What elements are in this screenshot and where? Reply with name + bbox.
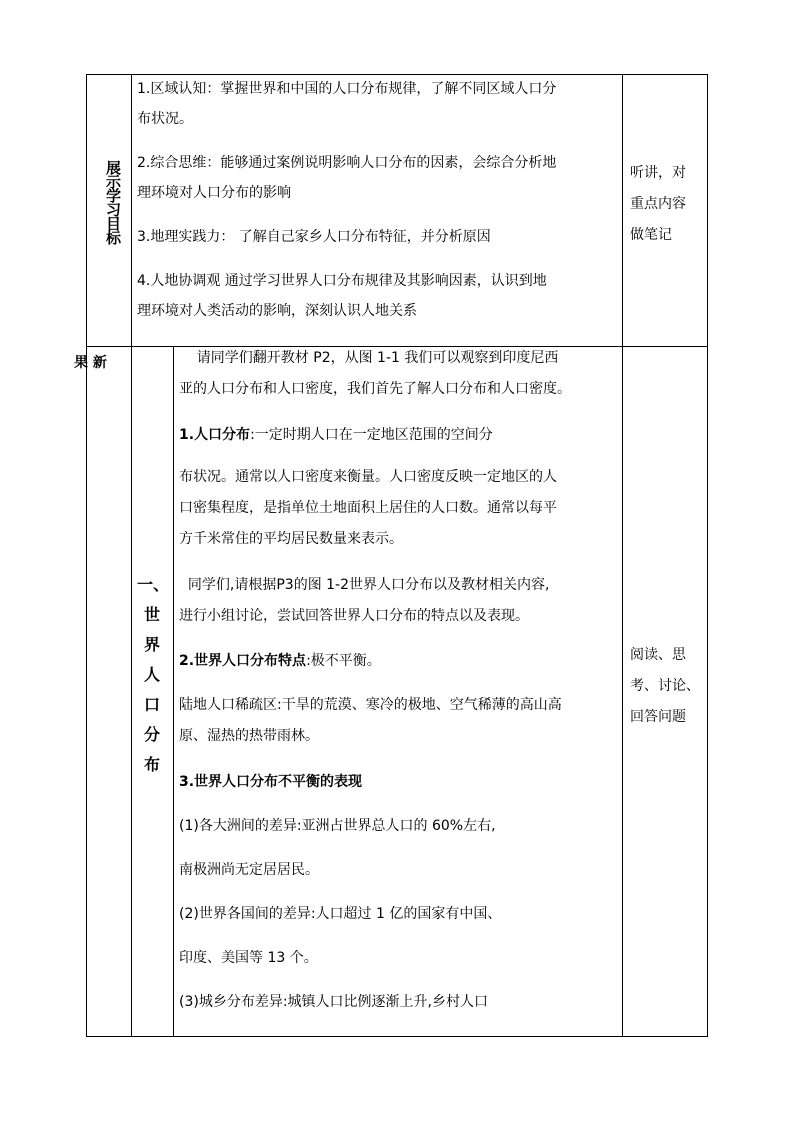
content-line <box>179 601 529 631</box>
content-text: :极不平衡。 <box>306 653 381 669</box>
sub-label-char: 分 <box>143 725 160 744</box>
activity-line: 回答问题 <box>630 709 686 725</box>
content-line <box>179 420 493 450</box>
goal-line: 3.地理实践力： 了解自己家乡人口分布特征，并分析原因 <box>137 229 491 245</box>
activity-line: 考、讨论、 <box>630 678 700 694</box>
content-line <box>179 721 319 751</box>
content-text: (3)城乡分布差异:城镇人口比例逐渐上升,乡村人口 <box>179 994 488 1010</box>
goal-line: 1.区域认知：掌握世界和中国的人口分布规律，了解不同区域人口分 <box>137 81 557 97</box>
goal-line: 理环境对人口分布的影响 <box>137 185 291 201</box>
content-text: 印度、美国等 13 个。 <box>179 950 318 966</box>
content-line <box>179 690 562 720</box>
content-line <box>179 570 549 600</box>
content-text: 口密集程度，是指单位土地面积上居住的人口数。通常以每平 <box>179 500 557 516</box>
sub-label-char: 人 <box>143 665 160 684</box>
content-line <box>179 646 381 676</box>
content-text: 方千米常住的平均居民数量来表示。 <box>179 531 403 547</box>
content-text: 亚的人口分布和人口密度，我们首先了解人口分布和人口密度。 <box>179 381 571 397</box>
goal-line: 2.综合思维：能够通过案例说明影响人口分布的因素，会综合分析地 <box>137 155 557 171</box>
activity-line: 做笔记 <box>630 227 672 243</box>
table-border-bottom <box>86 1036 708 1037</box>
content-heading: 2.世界人口分布特点 <box>179 653 307 669</box>
content-line <box>179 343 558 373</box>
content-line <box>179 524 403 554</box>
content-line <box>179 855 319 885</box>
sub-label-char: 一、 <box>137 575 170 594</box>
goal-line: 理环境对人类活动的影响，深刻认识人地关系 <box>137 303 417 319</box>
section-label-new-lesson: 果 新 <box>74 355 107 371</box>
table-col-divider-3 <box>622 74 623 1037</box>
table-border-left <box>86 74 87 1037</box>
sub-section-label-world-population <box>137 570 170 780</box>
goal-line: 布状况。 <box>137 111 193 127</box>
content-text: (1)各大洲间的差异:亚洲占世界总人口的 60%左右, <box>179 818 496 834</box>
content-line <box>179 811 496 841</box>
activity-line: 阅读、思 <box>630 647 686 663</box>
table-col-divider-1 <box>131 74 132 1037</box>
sub-label-char: 世 <box>143 605 160 624</box>
activity-line: 重点内容 <box>630 196 686 212</box>
content-line <box>179 899 501 929</box>
content-text: 同学们,请根据P3的图 1-2世界人口分布以及教材相关内容, <box>179 577 550 593</box>
content-text: :一定时期人口在一定地区范围的空间分 <box>250 427 493 443</box>
content-line <box>179 987 488 1017</box>
content-text: (2)世界各国间的差异:人口超过 1 亿的国家有中国、 <box>179 906 502 922</box>
content-line <box>179 943 318 973</box>
content-text: 布状况。通常以人口密度来衡量。人口密度反映一定地区的人 <box>179 469 557 485</box>
section-label-learning-goals: 展示学习目标 <box>104 160 122 244</box>
content-text: 原、湿热的热带雨林。 <box>179 728 319 744</box>
table-border-right <box>707 74 708 1037</box>
content-line <box>179 462 557 492</box>
content-text: 南极洲尚无定居居民。 <box>179 862 319 878</box>
content-line <box>179 767 362 797</box>
table-col-divider-2 <box>173 346 174 1037</box>
content-text: 请同学们翻开教材 P2，从图 1-1 我们可以观察到印度尼西 <box>179 350 559 366</box>
sub-label-char: 界 <box>143 635 160 654</box>
content-heading: 3.世界人口分布不平衡的表现 <box>179 774 363 790</box>
sub-label-char: 布 <box>143 755 160 774</box>
content-line <box>179 493 557 523</box>
content-line <box>179 374 571 404</box>
content-text: 进行小组讨论，尝试回答世界人口分布的特点以及表现。 <box>179 608 529 624</box>
content-text: 陆地人口稀疏区:干旱的荒漠、寒冷的极地、空气稀薄的高山高 <box>179 697 562 713</box>
goal-line: 4.人地协调观 通过学习世界人口分布规律及其影响因素，认识到地 <box>137 273 547 289</box>
activity-line: 听讲，对 <box>630 165 686 181</box>
sub-label-char: 口 <box>143 695 160 714</box>
content-heading: 1.人口分布 <box>179 427 251 443</box>
